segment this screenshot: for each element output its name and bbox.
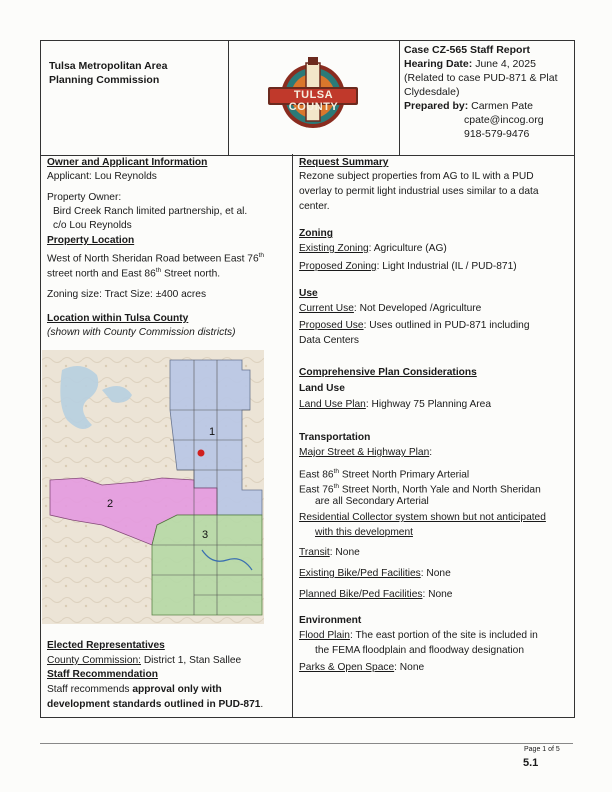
land-use-plan-value: : Highway 75 Planning Area bbox=[365, 399, 492, 410]
report-body bbox=[40, 154, 575, 718]
land-use-plan bbox=[299, 398, 491, 412]
residential-collector-1: Residential Collector system shown but not anticipated bbox=[299, 512, 546, 523]
report-header bbox=[40, 40, 575, 156]
transport-line-1-b: Street North Primary Arterial bbox=[338, 469, 470, 481]
owner-heading: Owner and Applicant Information bbox=[47, 157, 208, 168]
case-title: Case CZ-565 Staff Report bbox=[404, 44, 531, 56]
district-3-label: 3 bbox=[202, 529, 209, 541]
agenda-item-number: 5.1 bbox=[523, 757, 539, 769]
prepared-label: Prepared by: bbox=[404, 100, 469, 112]
request-heading: Request Summary bbox=[299, 157, 389, 168]
agency-line-1: Tulsa Metropolitan Area bbox=[49, 60, 168, 72]
planned-bike-value: : None bbox=[422, 589, 453, 600]
land-use-heading: Land Use bbox=[299, 383, 345, 394]
applicant: Applicant: Lou Reynolds bbox=[47, 171, 157, 182]
environment-heading: Environment bbox=[299, 615, 362, 626]
major-street-colon: : bbox=[429, 447, 433, 458]
property-owner-1: Bird Creek Ranch limited partnership, et al. bbox=[53, 206, 248, 217]
prepared-by bbox=[404, 99, 572, 113]
page-number: Page 1 of 5 bbox=[524, 746, 560, 753]
existing-zoning bbox=[299, 242, 447, 256]
county-label: County Commission: bbox=[47, 655, 141, 666]
comp-plan-heading: Comprehensive Plan Considerations bbox=[299, 367, 477, 378]
prepared-name: Carmen Pate bbox=[471, 100, 533, 112]
proposed-use bbox=[299, 319, 529, 333]
proposed-use-line-2: Data Centers bbox=[299, 335, 360, 346]
transport-line-1-a: East 86 bbox=[299, 469, 334, 481]
current-use-label: Current Use bbox=[299, 303, 354, 314]
flood-plain-value: : The east portion of the site is included in bbox=[349, 630, 538, 641]
logo-text: TULSA COUNTY bbox=[288, 89, 339, 113]
residential-collector-2: with this development bbox=[315, 527, 413, 538]
recommendation-heading: Staff Recommendation bbox=[47, 669, 158, 680]
recommendation-line-1 bbox=[47, 683, 222, 697]
report-info-cell bbox=[399, 41, 574, 155]
current-use bbox=[299, 302, 481, 316]
zoning-heading: Zoning bbox=[299, 228, 333, 239]
footer-divider bbox=[40, 743, 573, 744]
hearing-label: Hearing Date: bbox=[404, 58, 473, 70]
recommendation-bold-2: development standards outlined in PUD-871 bbox=[47, 699, 261, 710]
proposed-zoning bbox=[299, 260, 517, 274]
request-line-3: center. bbox=[299, 201, 330, 212]
flood-plain-label: Flood Plain bbox=[299, 630, 350, 641]
major-street-label: Major Street & Highway Plan bbox=[299, 447, 430, 458]
recommendation-line-2 bbox=[47, 698, 263, 712]
proposed-use-label: Proposed Use bbox=[299, 320, 364, 331]
planned-bike-ped bbox=[299, 588, 452, 602]
parks-value: : None bbox=[394, 662, 425, 673]
parks-open-space bbox=[299, 661, 424, 675]
land-use-plan-label: Land Use Plan bbox=[299, 399, 366, 410]
proposed-use-value: : Uses outlined in PUD-871 including bbox=[363, 320, 530, 331]
parks-label: Parks & Open Space bbox=[299, 662, 395, 673]
transport-sup-2: th bbox=[333, 483, 339, 490]
county-commission bbox=[47, 654, 241, 668]
transit-label: Transit bbox=[299, 547, 330, 558]
transit-value: : None bbox=[329, 547, 360, 558]
column-divider bbox=[292, 154, 293, 717]
proposed-zoning-value: : Light Industrial (IL / PUD-871) bbox=[376, 261, 517, 272]
recommendation-bold: approval only with bbox=[132, 684, 222, 695]
existing-bike-ped bbox=[299, 567, 451, 581]
elected-heading: Elected Representatives bbox=[47, 640, 165, 651]
request-line-1: Rezone subject properties from AG to IL with a PUD bbox=[299, 171, 534, 182]
hearing-value: June 4, 2025 bbox=[475, 58, 536, 70]
transport-line-2-a: East 76 bbox=[299, 484, 334, 496]
location-sup-2: th bbox=[155, 267, 162, 274]
existing-zoning-label: Existing Zoning bbox=[299, 243, 369, 254]
flood-plain bbox=[299, 629, 538, 643]
report-info bbox=[404, 43, 572, 141]
location-line-1-text: West of North Sheridan Road between East 76 bbox=[47, 253, 259, 265]
current-use-value: : Not Developed /Agriculture bbox=[353, 303, 482, 314]
use-heading: Use bbox=[299, 288, 318, 299]
location-map bbox=[42, 350, 264, 624]
county-value: District 1, Stan Sallee bbox=[140, 655, 242, 666]
location-line-2 bbox=[47, 264, 220, 281]
location-line-2-end: Street north. bbox=[161, 268, 221, 280]
subject-site-marker bbox=[198, 450, 205, 457]
major-street-plan bbox=[299, 446, 432, 460]
recommendation-period: . bbox=[260, 699, 264, 710]
transport-line-2-b: Street North, North Yale and North Sheridan bbox=[338, 484, 541, 496]
transport-line-3: are all Secondary Arterial bbox=[315, 496, 429, 507]
flood-plain-line-2: the FEMA floodplain and floodway designation bbox=[315, 645, 524, 656]
agency-cell bbox=[41, 41, 229, 155]
hearing-date bbox=[404, 57, 572, 71]
logo-cell bbox=[228, 41, 400, 155]
request-line-2: overlay to permit light industrial uses similar to a data bbox=[299, 186, 539, 197]
location-sup-1: th bbox=[258, 252, 265, 259]
transport-sup-1: th bbox=[333, 468, 339, 475]
property-owner-label: Property Owner: bbox=[47, 192, 122, 203]
district-1-label: 1 bbox=[209, 426, 216, 438]
recommendation-text: Staff recommends bbox=[47, 684, 133, 695]
existing-zoning-value: : Agriculture (AG) bbox=[368, 243, 447, 254]
prepared-email: cpate@incog.org bbox=[464, 114, 544, 126]
related-line-2: Clydesdale) bbox=[404, 86, 460, 98]
location-heading: Property Location bbox=[47, 235, 135, 246]
related-line-1: (Related to case PUD-871 & Plat bbox=[404, 72, 558, 84]
agency-line-2: Planning Commission bbox=[49, 74, 160, 86]
property-owner-2: c/o Lou Reynolds bbox=[53, 220, 132, 231]
planned-bike-label: Planned Bike/Ped Facilities bbox=[299, 589, 423, 600]
district-2-label: 2 bbox=[107, 498, 114, 510]
transportation-heading: Transportation bbox=[299, 432, 371, 443]
map-heading: Location within Tulsa County bbox=[47, 313, 189, 324]
zoning-size: Zoning size: Tract Size: ±400 acres bbox=[47, 289, 207, 300]
proposed-zoning-label: Proposed Zoning bbox=[299, 261, 377, 272]
map-subtitle: (shown with County Commission districts) bbox=[47, 327, 236, 338]
transit bbox=[299, 546, 360, 560]
location-line-2-text: street north and East 86 bbox=[47, 268, 156, 280]
agency-name bbox=[49, 59, 224, 87]
existing-bike-value: : None bbox=[420, 568, 451, 579]
prepared-phone: 918-579-9476 bbox=[464, 128, 530, 140]
existing-bike-label: Existing Bike/Ped Facilities bbox=[299, 568, 421, 579]
